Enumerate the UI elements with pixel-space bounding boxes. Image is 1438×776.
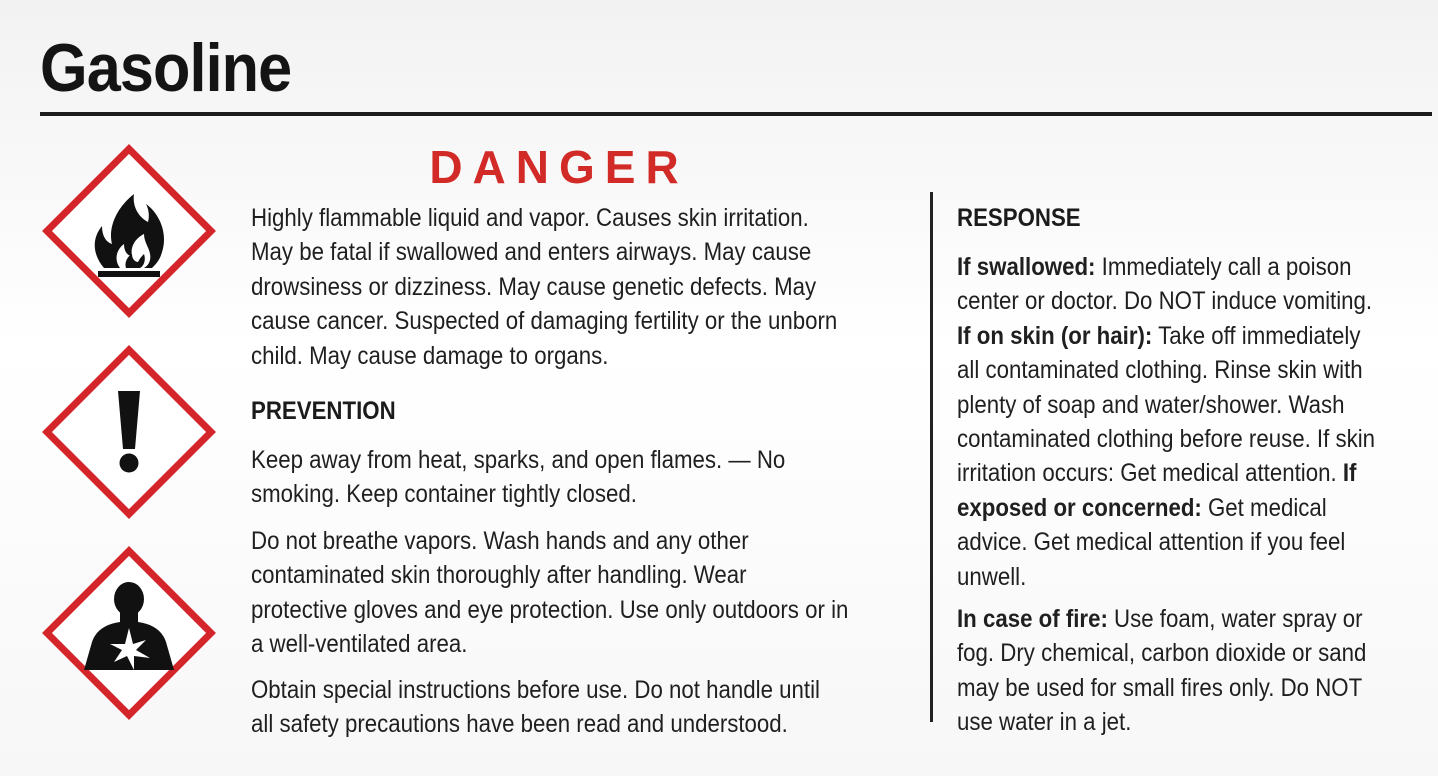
product-name: Gasoline <box>40 30 292 106</box>
exclamation-pictogram <box>40 343 218 521</box>
prevention-paragraph <box>251 673 820 742</box>
prevention-line: contaminated skin thoroughly after handling. Wear <box>251 561 747 590</box>
fire-label: In case of fire: <box>957 605 1108 633</box>
hazard-line: May be fatal if swallowed and enters airways. May cause <box>251 238 812 267</box>
response-line: fog. Dry chemical, carbon dioxide or sand <box>957 639 1367 668</box>
exposed-label: exposed or concerned: <box>957 493 1202 522</box>
response-heading: RESPONSE <box>957 204 1081 232</box>
prevention-paragraph <box>251 443 785 512</box>
response-line: plenty of soap and water/shower. Wash <box>957 390 1345 419</box>
prevention-line: all safety precautions have been read and understood. <box>251 710 788 739</box>
irritation-text: irritation occurs: Get medical attention. <box>957 459 1343 488</box>
exposed-label: If <box>1342 459 1357 488</box>
exposed-text: Get medical <box>1201 493 1327 522</box>
hazard-statements <box>251 201 837 373</box>
prevention-line: Do not breathe vapors. Wash hands and any other <box>251 527 749 555</box>
response-line: may be used for small fires only. Do NOT <box>957 673 1363 702</box>
swallowed-label: If swallowed: <box>957 253 1096 281</box>
skin-text: Take off immediately <box>1152 321 1361 350</box>
prevention-line: protective gloves and eye protection. Use only outdoors or in <box>251 595 849 624</box>
hazard-line: Highly flammable liquid and vapor. Causes skin irritation. <box>251 204 809 232</box>
column-divider <box>930 192 933 722</box>
prevention-line: a well-ventilated area. <box>251 630 468 659</box>
exclamation-mark-icon <box>40 343 218 521</box>
response-line: all contaminated clothing. Rinse skin with <box>957 356 1363 385</box>
skin-label: If on skin (or hair): <box>957 321 1153 350</box>
response-line: use water in a jet. <box>957 708 1132 737</box>
prevention-paragraph <box>251 524 848 662</box>
response-line: unwell. <box>957 562 1027 591</box>
response-line: center or doctor. Do NOT induce vomiting. <box>957 287 1373 316</box>
prevention-line: Obtain special instructions before use. Do not handle until <box>251 676 820 704</box>
prevention-line: Keep away from heat, sparks, and open flames. — No <box>251 446 786 474</box>
response-line: advice. Get medical attention if you feel <box>957 528 1346 557</box>
response-line: contaminated clothing before reuse. If skin <box>957 425 1376 454</box>
title-rule <box>40 112 1432 116</box>
response-fire <box>957 602 1366 740</box>
hazard-line: cause cancer. Suspected of damaging fertility or the unborn <box>251 307 838 336</box>
fire-text: Use foam, water spray or <box>1107 605 1363 633</box>
prevention-heading: PREVENTION <box>251 397 396 425</box>
hazard-line: drowsiness or dizziness. May cause genetic defects. May <box>251 272 817 301</box>
swallowed-text: Immediately call a poison <box>1095 253 1352 281</box>
health-hazard-icon <box>40 544 218 722</box>
signal-word: DANGER <box>429 141 689 193</box>
prevention-line: smoking. Keep container tightly closed. <box>251 480 637 509</box>
response-first-aid <box>957 250 1375 594</box>
hazard-line: child. May cause damage to organs. <box>251 341 609 370</box>
health-hazard-pictogram <box>40 544 218 722</box>
